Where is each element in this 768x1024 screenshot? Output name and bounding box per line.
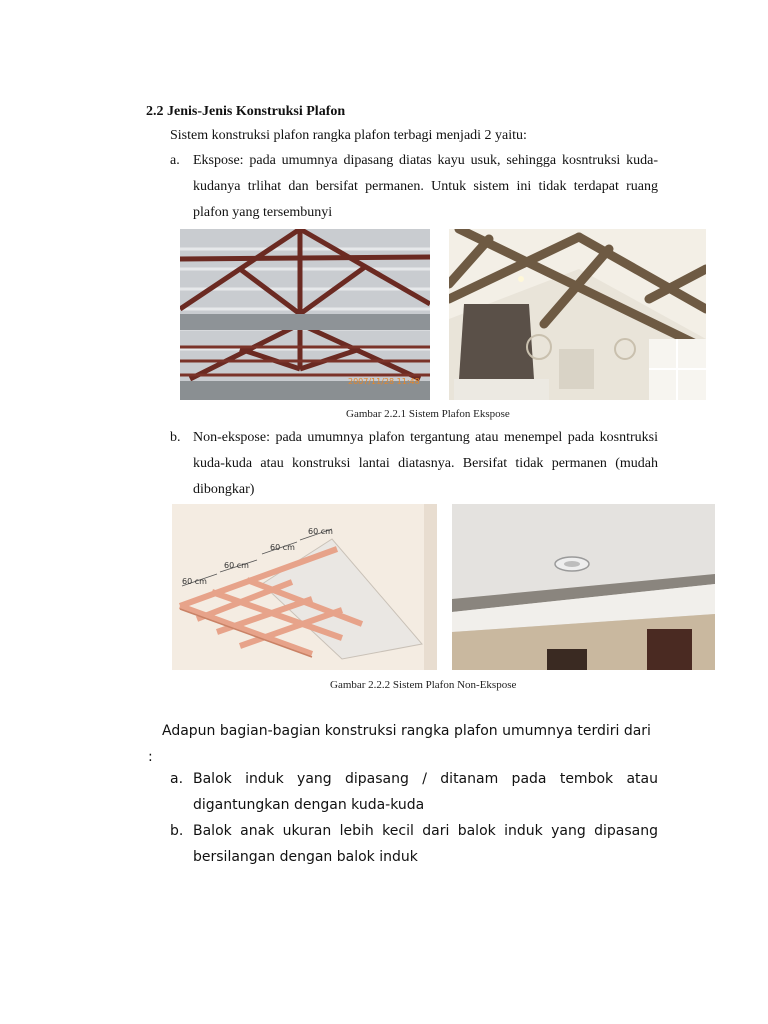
diagram-label-4: 60 cm (308, 527, 333, 536)
list-item-ekspose (170, 148, 658, 226)
list-item-text: Non-ekspose: pada umumnya plafon tergantung atau menempel pada kosntruksi kuda-kuda atau konstruksi lantai diatasnya. Bersifat tidak permanen (mudah dibongkar) (193, 430, 658, 497)
list-item-text: Balok anak ukuran lebih kecil dari balok induk yang dipasang bersilangan dengan balok induk (193, 823, 658, 865)
list-item-text: Ekspose: pada umumnya dipasang diatas kayu usuk, sehingga kosntruksi kuda-kudanya trlihat dan bersifat permanen. Untuk sistem ini tidak terdapat ruang plafon yang tersembunyi (193, 153, 658, 220)
photo-tray-ceiling (452, 504, 715, 670)
diagram-label-3: 60 cm (270, 543, 295, 552)
diagram-ceiling-grid (172, 504, 437, 670)
figure-caption-2: Gambar 2.2.2 Sistem Plafon Non-Ekspose (330, 679, 517, 691)
diagram-label-2: 60 cm (224, 561, 249, 570)
list-marker: a. (170, 771, 184, 787)
list-item-text: Balok induk yang dipasang / ditanam pada tembok atau digantungkan dengan kuda-kuda (193, 771, 658, 813)
photo-date-stamp: 2007/11/28 11:48 (348, 377, 420, 386)
figure-caption-1: Gambar 2.2.1 Sistem Plafon Ekspose (346, 408, 510, 420)
parts-intro-text: Adapun bagian-bagian konstruksi rangka plafon umumnya terdiri dari : (148, 723, 651, 765)
list-marker: b. (170, 823, 184, 839)
list-item-non-ekspose (170, 425, 658, 503)
parts-item-a (170, 766, 658, 818)
section-heading: 2.2 Jenis-Jenis Konstruksi Plafon (146, 104, 346, 119)
photo-exposed-beams-interior (449, 229, 706, 400)
parts-item-b (170, 818, 658, 870)
intro-text: Sistem konstruksi plafon rangka plafon terbagi menjadi 2 yaitu: (170, 128, 527, 143)
photo-exposed-truss (180, 229, 430, 400)
list-marker: a. (170, 153, 180, 168)
list-marker: b. (170, 430, 181, 445)
diagram-label-1: 60 cm (182, 577, 207, 586)
